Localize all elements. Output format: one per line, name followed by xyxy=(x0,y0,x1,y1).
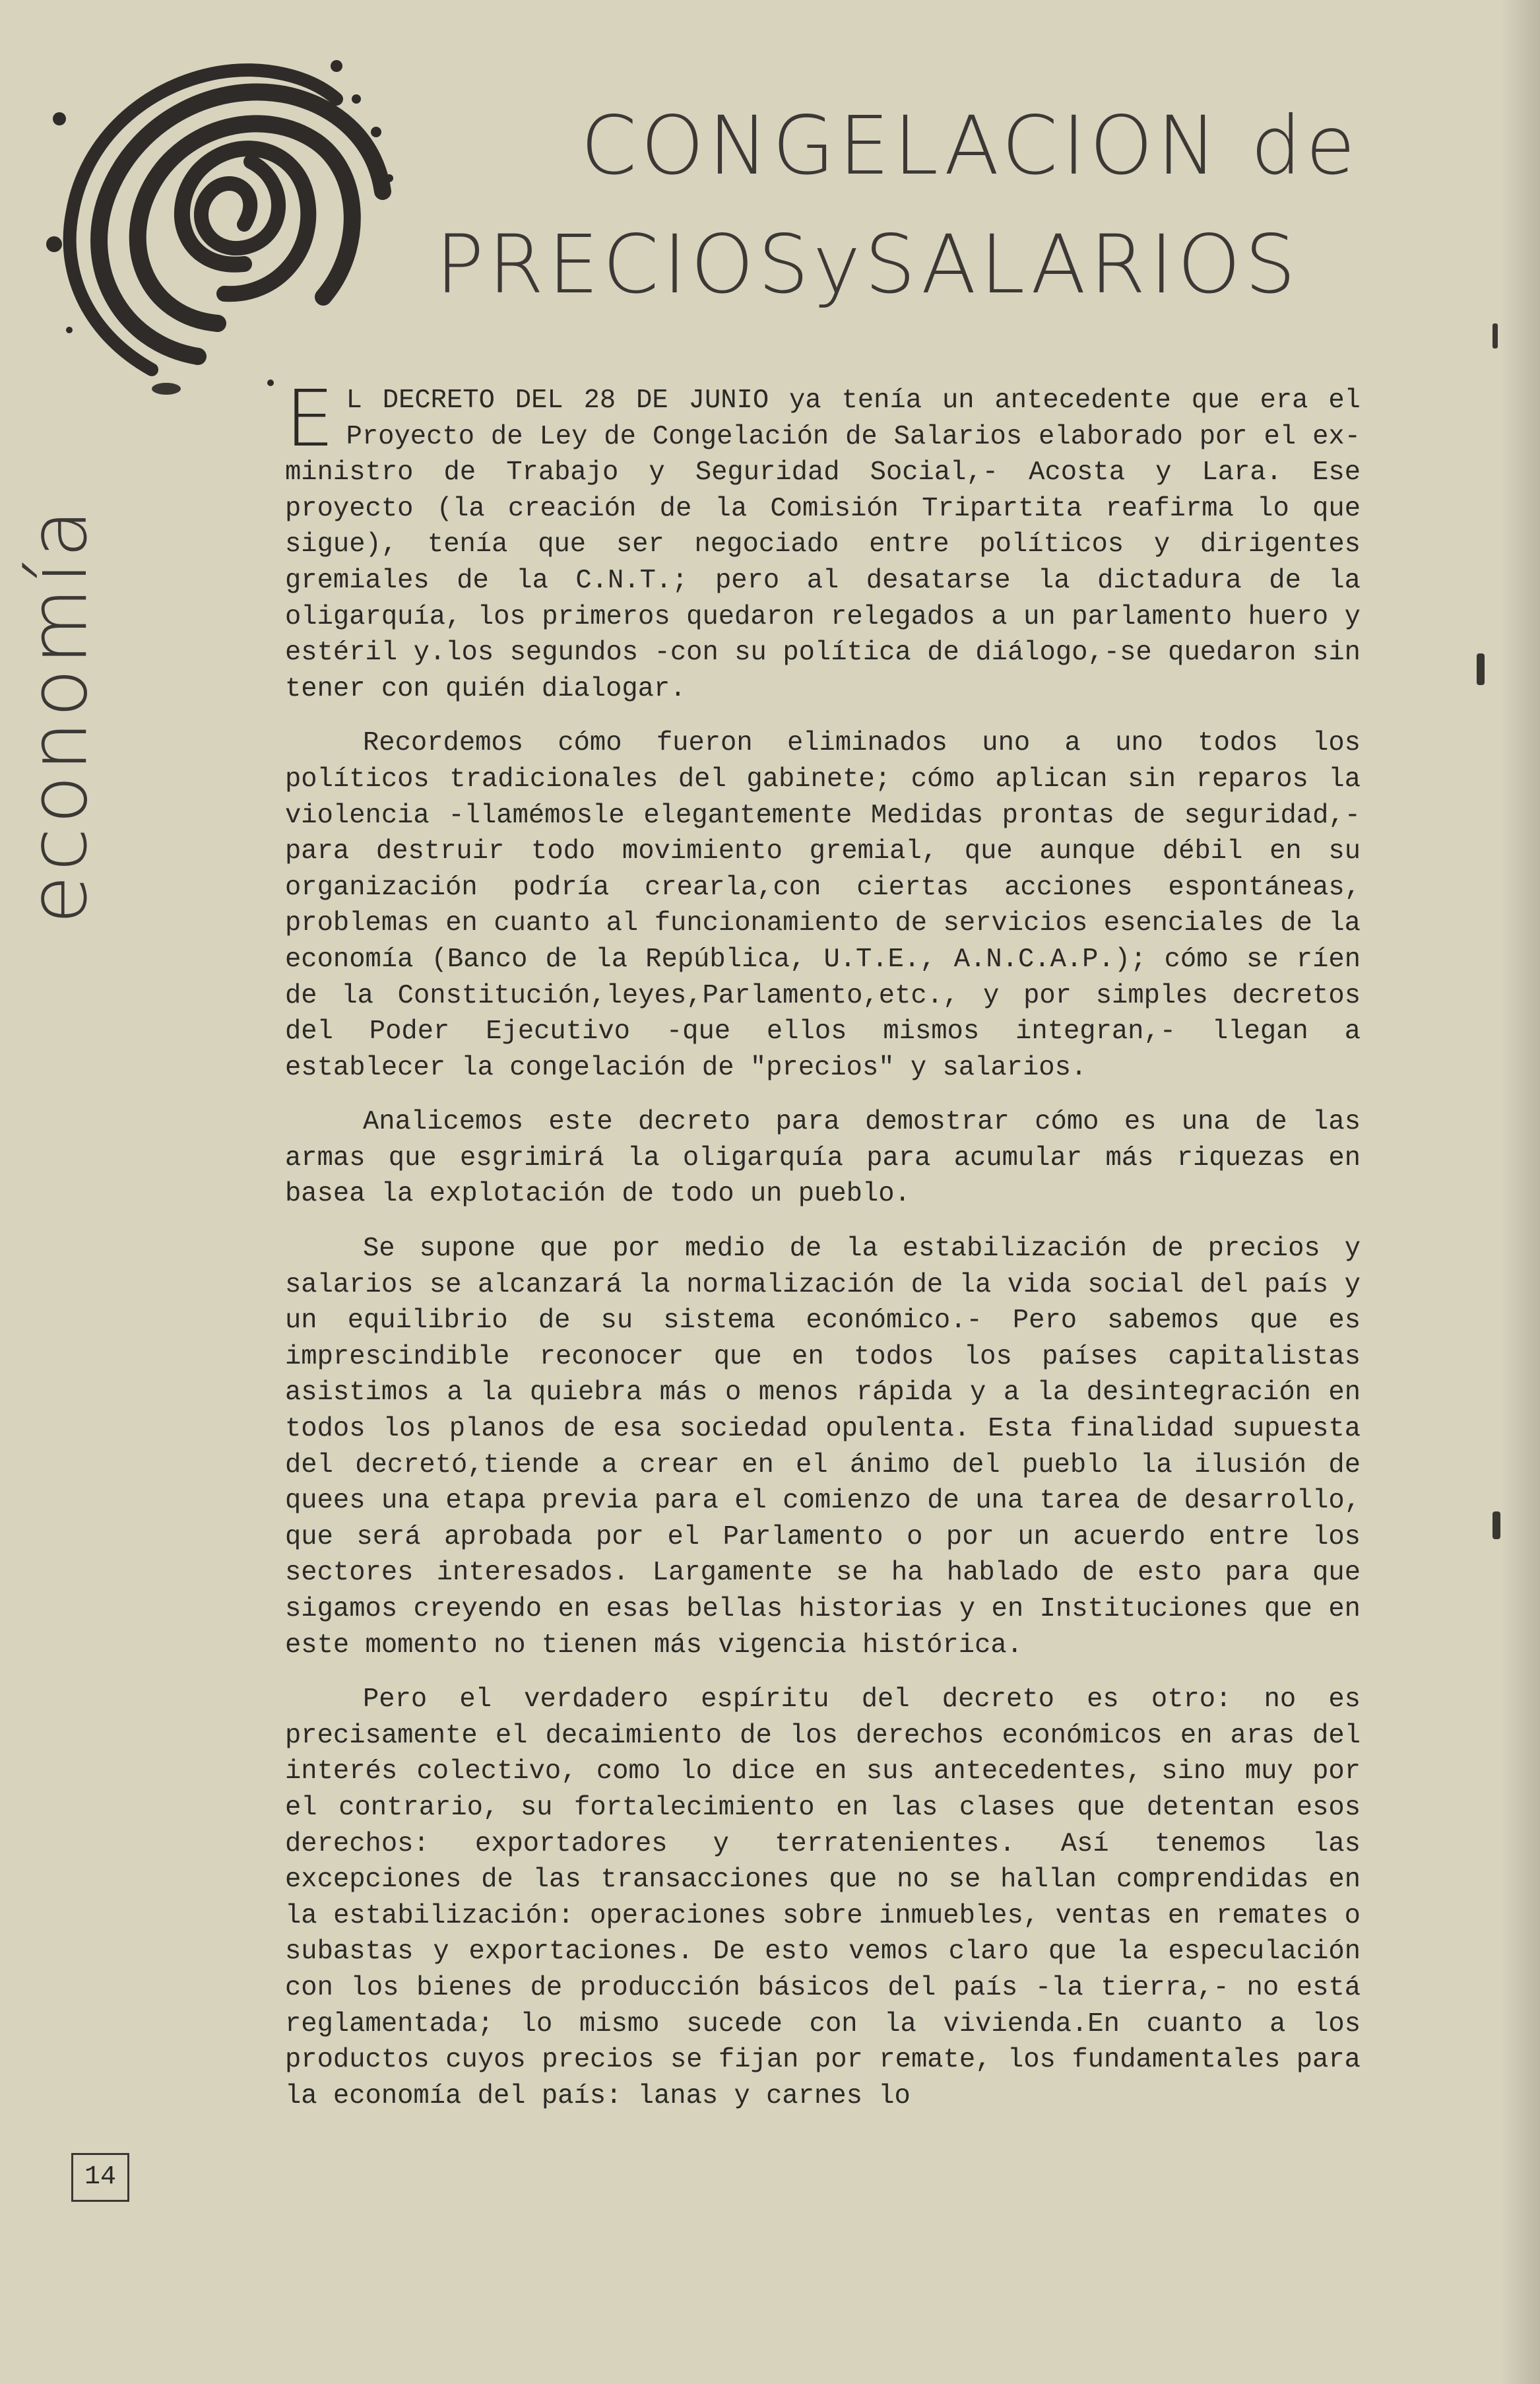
article-paragraph-4: Se supone que por medio de la estabilización de precios y salarios se alcanzará la normalización de la vida social del país y un equilibrio de su sistema económico.- Pero sabemos que es imprescindible reconocer que en todos los países capitalistas asistimos a la quiebra más o menos rápida y a la desintegración en todos los planos de esa sociedad opulenta. Esta finalidad supuesta del decretó,tiende a crear en el ánimo del pueblo la ilusión de quees una etapa previa para el comienzo de una tarea de desarrollo, que será aprobada por el Parlamento o por un acuerdo entre los sectores interesados. Largamente se ha hablado de esto para que sigamos creyendo en esas bellas historias y en Instituciones que en este momento no tienen más vigencia histórica. xyxy=(285,1234,1361,1661)
title-line-1: CONGELACION de xyxy=(581,99,1359,193)
paragraph-text: L DECRETO DEL 28 DE JUNIO ya tenía un antecedente que era el Proyecto de Ley de Congelación de Salarios elaborado por el ex-ministro de Trabajo y Seguridad Social,- Acosta y Lara. Ese proyecto (la creación de la Comisión Tripartita reafirma lo que sigue), tenía que ser negociado entre políticos y dirigentes gremiales de la C.N.T.; pero al desatarse la dictadura de la oligarquía, los primeros quedaron relegados a un parlamento huero y estéril y.los segundos -con su política de diálogo,-se quedaron sin tener con quién dialogar. xyxy=(285,385,1361,704)
ink-speck xyxy=(1477,653,1485,685)
article-paragraph-5: Pero el verdadero espíritu del decreto es otro: no es precisamente el decaimiento de los derechos económicos en aras del interés colectivo, como lo dice en sus antecedentes, sino muy por el contrario, su fortalecimiento en las clases que detentan esos derechos: exportadores y terratenientes. Así tenemos las excepciones de las transacciones que no se hallan comprendidas en la estabilización: operaciones sobre inmuebles, ventas en remates o subastas y exportaciones. De esto vemos claro que la especulación con los bienes de producción básicos del país -la tierra,- no está reglamentada; lo mismo sucede con la vivienda.En cuanto a los productos cuyos precios se fijan por remate, los fundamentales para la economía del país: lanas y carnes lo xyxy=(285,1684,1361,2111)
ink-speck xyxy=(1492,323,1498,348)
ink-speck xyxy=(152,383,181,395)
article-paragraph-1 xyxy=(285,373,1361,707)
page-number: 14 xyxy=(71,2153,129,2202)
page-edge-shadow xyxy=(1500,0,1540,2384)
title-line-2: PRECIOSySALARIOS xyxy=(435,218,1300,312)
ink-speck xyxy=(1492,1511,1500,1539)
spiral-logo-icon xyxy=(46,26,402,396)
drop-cap: E xyxy=(285,373,335,464)
article-paragraph-2: Recordemos cómo fueron eliminados uno a uno todos los políticos tradicionales del gabinete; cómo aplican sin reparos la violencia -llamémosle elegantemente Medidas prontas de seguridad,- para destruir todo movimiento gremial, que aunque débil en su organización podría crearla,con ciertas acciones espontáneas, problemas en cuanto al funcionamiento de servicios esenciales de la economía (Banco de la República, U.T.E., A.N.C.A.P.); cómo se ríen de la Constitución,leyes,Parlamento,etc., y por simples decretos del Poder Ejecutivo -que ellos mismos integran,- llegan a establecer la congelación de "precios" y salarios. xyxy=(285,728,1361,1083)
section-label: economía xyxy=(13,505,105,924)
article-body xyxy=(285,373,1361,2133)
article-paragraph-3: Analicemos este decreto para demostrar cómo es una de las armas que esgrimirá la oligarquía para acumular más riquezas en basea la explotación de todo un pueblo. xyxy=(285,1107,1361,1210)
